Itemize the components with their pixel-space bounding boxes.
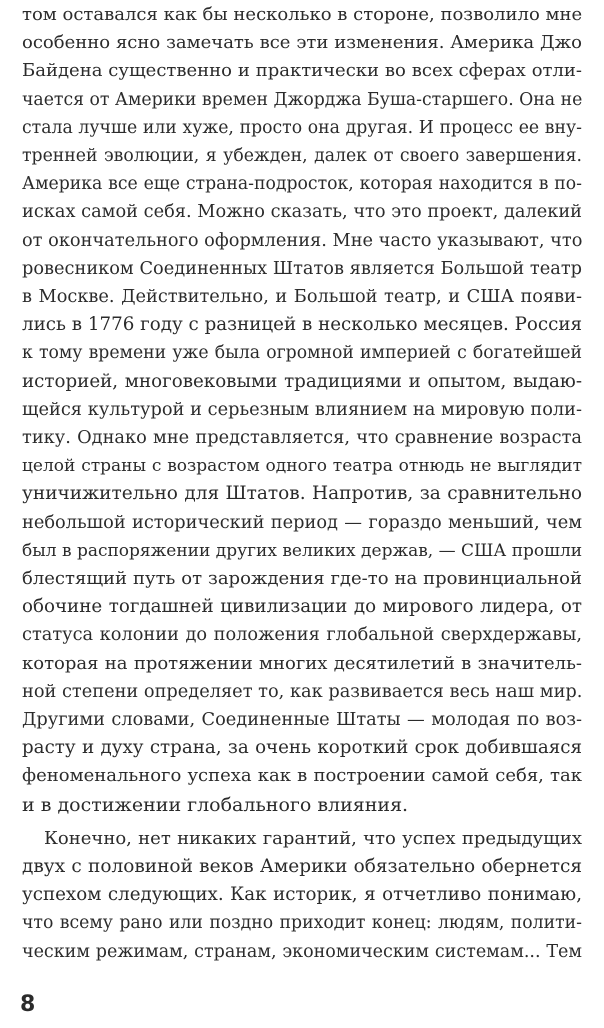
text-line: что всему рано или поздно приходит конец: людям, полити- xyxy=(22,913,582,934)
text-line: стала лучше или хуже, просто она другая. И процесс ее вну- xyxy=(22,117,582,138)
text-line: Байдена существенно и практически во всех сферах отли- xyxy=(22,60,582,82)
text-line: Конечно, нет никаких гарантий, что успех предыдущих xyxy=(44,827,582,849)
text-line: ровесником Соединенных Штатов является Большой театр xyxy=(22,258,582,279)
text-line: том оставался как бы несколько в стороне, позволило мне xyxy=(22,4,583,25)
text-line: обочине тогдашней цивилизации до мирового лидера, от xyxy=(22,596,582,618)
text-line: небольшой исторический период — гораздо меньший, чем xyxy=(22,512,582,533)
text-line: расту и духу страна, за очень короткий срок добившаяся xyxy=(22,737,582,759)
text-line: тренней эволюции, я убежден, далек от своего завершения. xyxy=(22,146,582,166)
text-line: щейся культурой и серьезным влиянием на мировую поли- xyxy=(22,399,582,420)
text-line: от окончательного оформления. Мне часто указывают, что xyxy=(22,230,583,251)
text-line: и в достижении глобального влияния. xyxy=(22,793,409,816)
text-line: успехом следующих. Как историк, я отчетливо понимаю, xyxy=(22,884,582,906)
text-line: ческим режимам, странам, экономическим системам... Тем xyxy=(22,941,582,962)
text-line: Другими словами, Соединенные Штаты — молодая по воз- xyxy=(22,710,582,730)
text-line: Америка все еще страна-подросток, которая находится в по- xyxy=(22,174,582,195)
text-line: целой страны с возрастом одного театра отнюдь не выглядит xyxy=(22,456,582,477)
text-line: историей, многовековыми традициями и опытом, выдаю- xyxy=(22,370,582,392)
text-line: исках самой себя. Можно сказать, что это проект, далекий xyxy=(22,202,582,223)
text-line: лись в 1776 году с разницей в несколько месяцев. Россия xyxy=(22,314,582,336)
text-line: ной степени определяет то, как развивается весь наш мир. xyxy=(22,681,583,702)
text-line: двух с половиной веков Америки обязательно обернется xyxy=(22,856,582,877)
text-line: чается от Америки времен Джорджа Буша-старшего. Она не xyxy=(22,89,583,110)
text-line: в Москве. Действительно, и Большой театр, и США появи- xyxy=(22,287,582,307)
text-line: тику. Однако мне представляется, что сравнение возраста xyxy=(22,428,582,448)
text-line: феноменального успеха как в построении самой себя, так xyxy=(22,765,582,787)
text-line: уничижительно для Штатов. Напротив, за сравнительно xyxy=(22,483,582,505)
page-number: 8 xyxy=(20,992,36,1017)
text-line: был в распоряжении других великих держав, — США прошли xyxy=(22,540,583,561)
text-line: особенно ясно замечать все эти изменения. Америка Джо xyxy=(22,32,582,54)
text-line: статуса колонии до положения глобальной сверхдержавы, xyxy=(22,625,582,646)
text-line: к тому времени уже была огромной империей с богатейшей xyxy=(22,343,582,364)
text-line: которая на протяжении многих десятилетий в значитель- xyxy=(22,652,582,674)
text-line: блестящий путь от зарождения где-то на провинциальной xyxy=(22,568,582,589)
